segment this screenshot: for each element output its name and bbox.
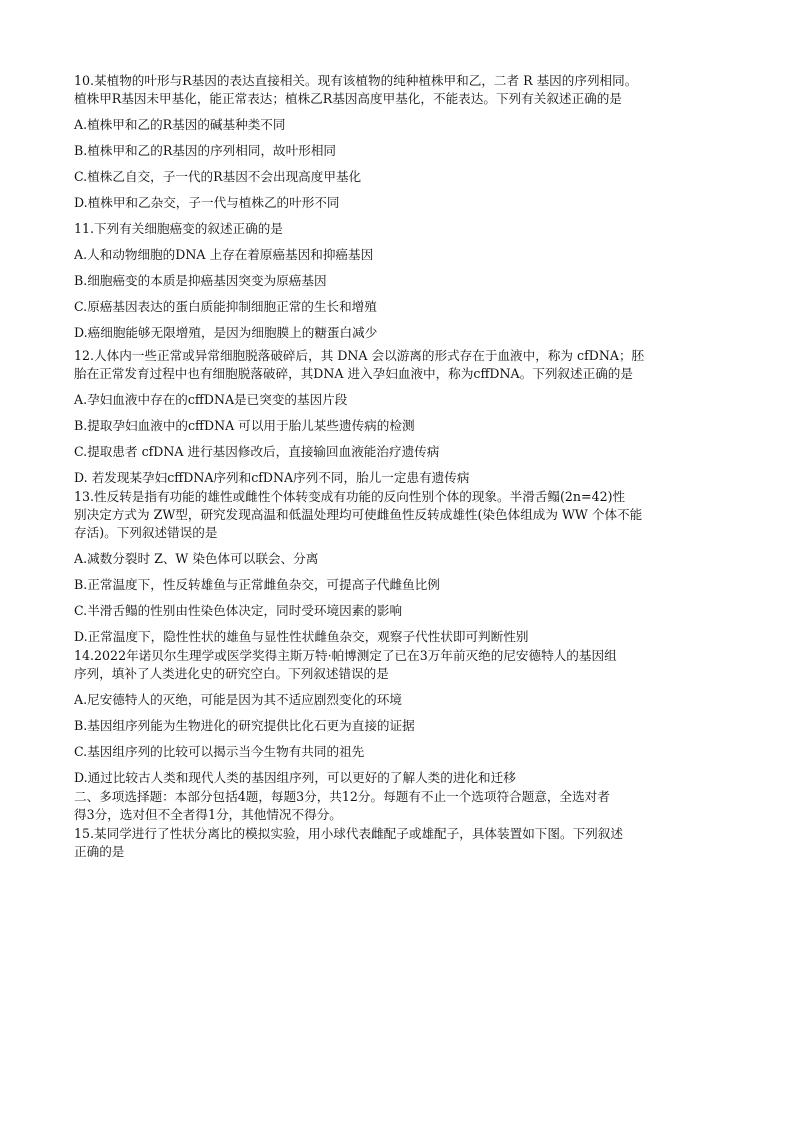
- option-b: B.提取孕妇血液中的cffDNA 可以用于胎儿某些遗传病的检测: [74, 418, 415, 433]
- exam-page: [74, 72, 734, 861]
- question-stem-line: 植株甲R基因未甲基化，能正常表达；植株乙R基因高度甲基化，不能表达。下列有关叙述正确的是: [74, 91, 622, 106]
- question-13: [74, 488, 734, 646]
- question-stem-line: 序列，填补了人类进化史的研究空白。下列叙述错误的是: [74, 666, 389, 681]
- option-c: C.基因组序列的比较可以揭示当今生物有共同的祖先: [74, 744, 365, 759]
- question-stem-line: 14.2022年诺贝尔生理学或医学奖得主斯万特·帕博测定了已在3万年前灭绝的尼安德特人的基因组: [74, 648, 617, 663]
- option-d: D.植株甲和乙杂交，子一代与植株乙的叶形不同: [74, 195, 340, 210]
- option-c: C.半滑舌鳎的性别由性染色体决定，同时受环境因素的影响: [74, 603, 403, 618]
- question-stem-line: 12.人体内一些正常或异常细胞脱落破碎后，其 DNA 会以游离的形式存在于血液中，称为 cfDNA；胚: [74, 348, 645, 363]
- question-stem-line: 13.性反转是指有功能的雄性或雌性个体转变成有功能的反向性别个体的现象。半滑舌鳎(2n=42)性: [74, 489, 626, 504]
- option-a: A.孕妇血液中存在的cffDNA是已突变的基因片段: [74, 392, 348, 407]
- section-heading-line: 二、多项选择题：本部分包括4题，每题3分，共12分。每题有不止一个选项符合题意，全选对者: [74, 789, 610, 804]
- question-stem-line: 11.下列有关细胞癌变的叙述正确的是: [74, 221, 283, 236]
- option-c: C.原癌基因表达的蛋白质能抑制细胞正常的生长和增殖: [74, 299, 377, 314]
- option-a: A.人和动物细胞的DNA 上存在着原癌基因和抑癌基因: [74, 247, 374, 262]
- question-10: [74, 72, 734, 212]
- option-b: B.正常温度下，性反转雄鱼与正常雌鱼杂交，可提高子代雌鱼比例: [74, 577, 440, 592]
- question-14: [74, 647, 734, 787]
- question-stem-line: 别决定方式为 ZW型，研究发现高温和低温处理均可使雌鱼性反转成雄性(染色体组成为 WW 个体不能: [74, 507, 643, 522]
- option-d: D.通过比较古人类和现代人类的基因组序列，可以更好的了解人类的进化和迁移: [74, 770, 516, 785]
- question-stem-line: 15.某同学进行了性状分离比的模拟实验，用小球代表雌配子或雄配子，具体装置如下图。下列叙述: [74, 826, 623, 841]
- option-b: B.植株甲和乙的R基因的序列相同，故叶形相同: [74, 143, 337, 158]
- option-c: C.提取患者 cfDNA 进行基因修改后，直接输回血液能治疗遗传病: [74, 444, 440, 459]
- option-d: D.正常温度下，隐性性状的雄鱼与显性性状雌鱼杂交，观察子代性状即可判断性别: [74, 629, 529, 644]
- question-stem-line: 10.某植物的叶形与R基因的表达直接相关。现有该植物的纯种植株甲和乙，二者 R 基因的序列相同。: [74, 73, 638, 88]
- question-12: [74, 347, 734, 487]
- option-a: A.植株甲和乙的R基因的碱基种类不同: [74, 117, 286, 132]
- option-b: B.基因组序列能为生物进化的研究提供比化石更为直接的证据: [74, 718, 415, 733]
- question-stem-line: 正确的是: [74, 844, 125, 859]
- question-stem-line: 存活)。下列叙述错误的是: [74, 525, 218, 540]
- option-b: B.细胞癌变的本质是抑癌基因突变为原癌基因: [74, 273, 327, 288]
- option-d: D.癌细胞能够无限增殖，是因为细胞膜上的糖蛋白减少: [74, 325, 378, 340]
- section-multiple-choice: [74, 788, 734, 861]
- option-a: A.减数分裂时 Z、W 染色体可以联会、分离: [74, 551, 319, 566]
- option-a: A.尼安德特人的灭绝，可能是因为其不适应剧烈变化的环境: [74, 692, 402, 707]
- section-heading-line: 得3分，选对但不全者得1分，其他情况不得分。: [74, 807, 342, 822]
- question-stem-line: 胎在正常发育过程中也有细胞脱落破碎，其DNA 进入孕妇血液中，称为cffDNA。下列叙述正确的是: [74, 366, 633, 381]
- option-d: D. 若发现某孕妇cffDNA序列和cfDNA序列不同，胎儿一定患有遗传病: [74, 470, 470, 485]
- option-c: C.植株乙自交，子一代的R基因不会出现高度甲基化: [74, 169, 362, 184]
- question-11: [74, 220, 734, 342]
